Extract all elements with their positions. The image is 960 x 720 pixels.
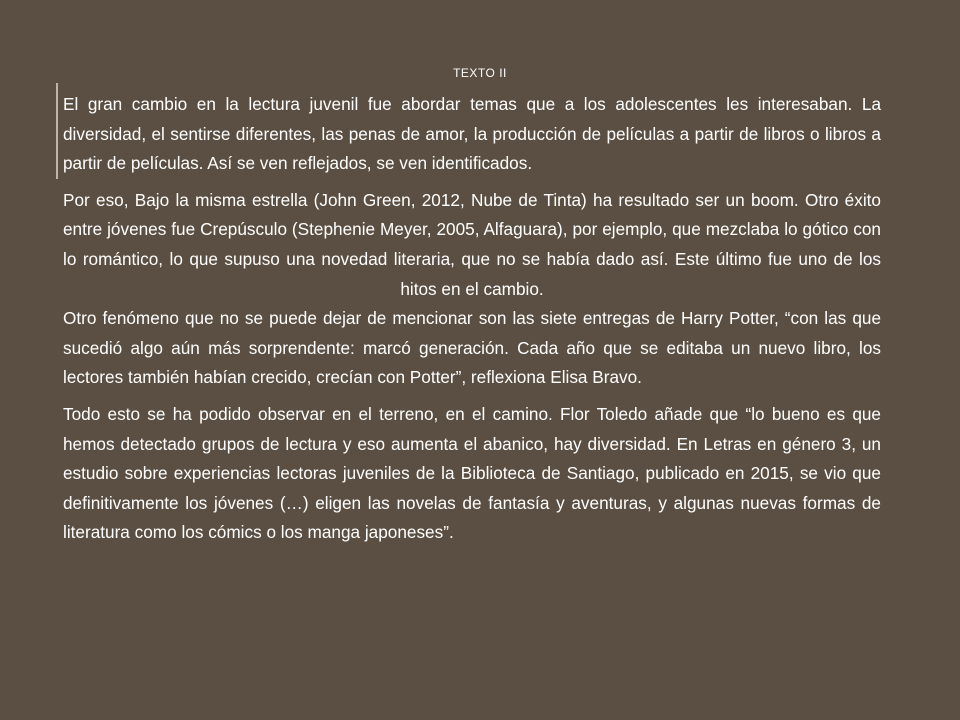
slide-title: TEXTO II [453, 66, 507, 80]
paragraph-3: Otro fenómeno que no se puede dejar de mencionar son las siete entregas de Harry Potter, “con las que sucedió algo aún más sorprendente: marcó generación. Cada año que se editaba un nuevo libro, los lectores también habían crecido, crecían con Potter”, reflexiona Elisa Bravo. [63, 308, 881, 388]
slide-body [63, 90, 881, 548]
paragraph-2: Por eso, Bajo la misma estrella (John Green, 2012, Nube de Tinta) ha resultado ser un boom. Otro éxito entre jóvenes fue Crepúsculo (Stephenie Meyer, 2005, Alfaguara), por ejemplo, que mezclaba lo gótico con lo romántico, lo que supuso una novedad literaria, que no se había dado así. Este último fue uno de los hitos en el cambio. [63, 189, 881, 299]
paragraph-1: El gran cambio en la lectura juvenil fue abordar temas que a los adolescentes les interesaban. La diversidad, el sentirse diferentes, las penas de amor, la producción de películas a partir de libros o libros a partir de películas. Así se ven reflejados, se ven identificados. [63, 94, 881, 174]
paragraph-4: Todo esto se ha podido observar en el terreno, en el camino. Flor Toledo añade que “lo bueno es que hemos detectado grupos de lectura y eso aumenta el abanico, hay diversidad. En Letras en género 3, un estudio sobre experiencias lectoras juveniles de la Biblioteca de Santiago, publicado en 2015, se vio que definitivamente los jóvenes (…) eligen las novelas de fantasía y aventuras, y algunas nuevas formas de literatura como los cómics o los manga japoneses”. [63, 403, 881, 543]
accent-bar [56, 83, 58, 179]
